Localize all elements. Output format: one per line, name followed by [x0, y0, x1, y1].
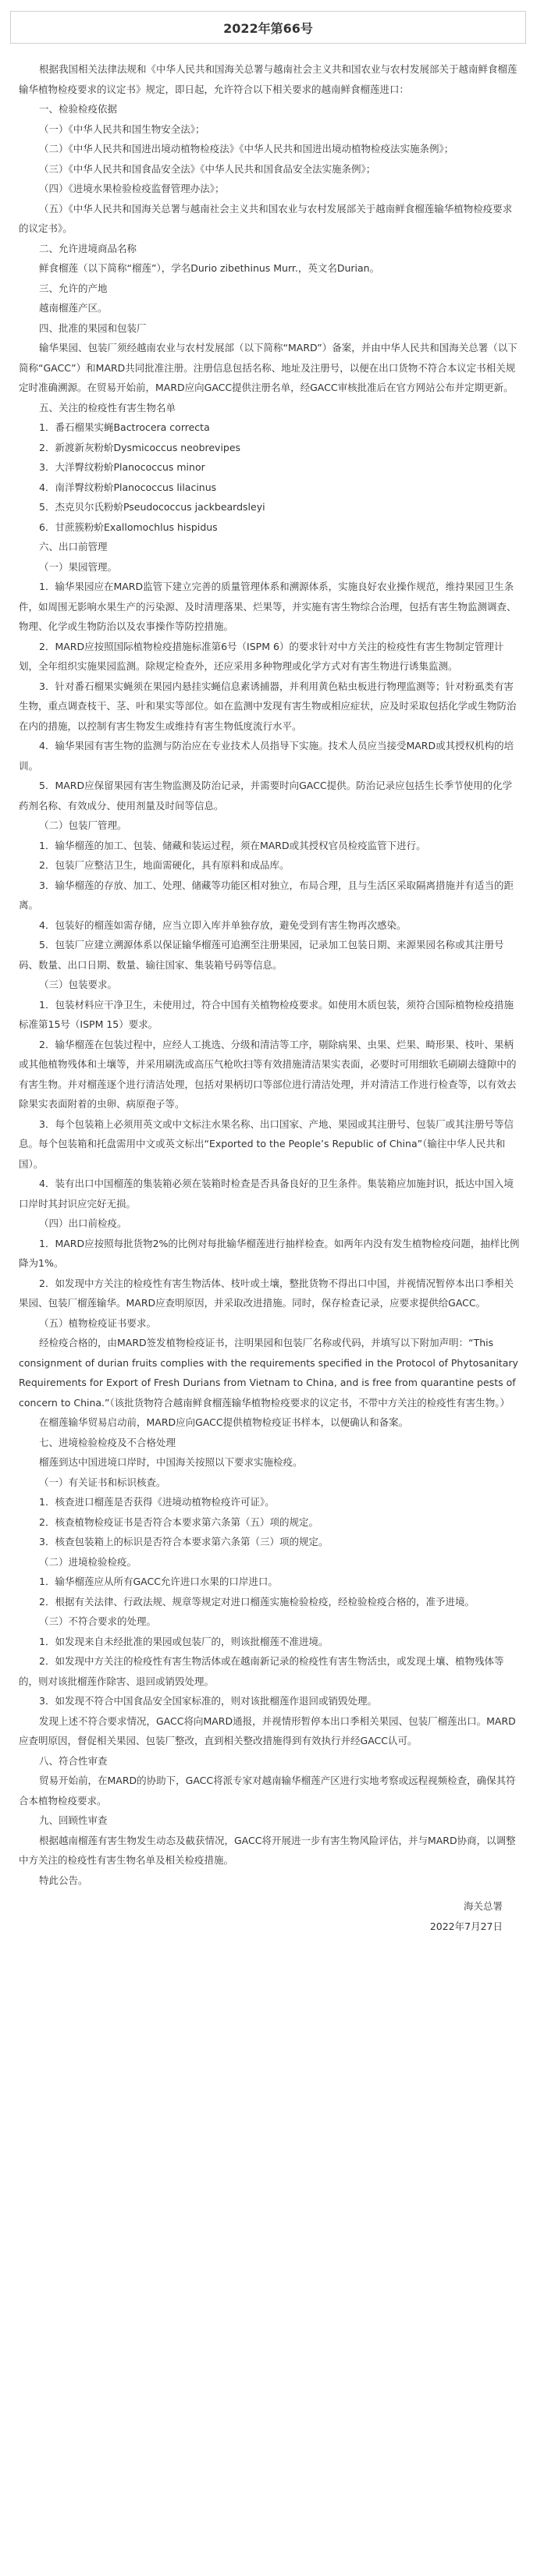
paragraph: 3．输华榴莲的存放、加工、处理、储藏等功能区相对独立，布局合理，且与生活区采取隔离措施并有适当的距离。	[19, 879, 514, 911]
paragraph: （三）包装要求。	[39, 979, 118, 990]
paragraph: （二）《中华人民共和国进出境动植物检疫法》《中华人民共和国进出境动植物检疫法实施条例》；	[39, 143, 454, 155]
paragraph: 4．装有出口中国榴莲的集装箱必须在装箱时检查是否具备良好的卫生条件。集装箱应加施封识，抵达中国入境口岸时其封识应完好无损。	[19, 1178, 514, 1210]
paragraph: （一）果园管理。	[39, 560, 118, 573]
paragraph: 1．包装材料应干净卫生，未使用过，符合中国有关植物检疫要求。如使用木质包装，须符合国际植物检疫措施标准第15号（ISPM 15）要求。	[19, 998, 514, 1030]
paragraph: 六、出口前管理	[39, 541, 108, 553]
paragraph: 1．输华果园应在MARD监管下建立完善的质量管理体系和溯源体系，实施良好农业操作规范，维持果园卫生条件，如周围无影响水果生产的污染源、及时清理落果、烂果等，并实施有害生物综合治理，包括有害生物监测调查、物理、化学或生物防治以及农事操作等防控措施。	[19, 581, 517, 632]
spacer	[19, 1890, 520, 1896]
signature-org: 海关总署	[463, 1900, 503, 1912]
paragraph: 输华果园、包装厂须经越南农业与农村发展部（以下简称“MARD”）备案，并由中华人民共和国海关总署（以下简称“GACC”）和MARD共同批准注册。注册信息包括名称、地址及注册号，以便在出口货物不符合本议定书相关规定时准确溯源。在贸易开始前，MARD应向GACC提供注册名单，经GACC审核批准后在官方网站公布并定期更新。	[19, 342, 517, 393]
paragraph: 五、关注的检疫性有害生物名单	[39, 401, 176, 414]
paragraph: 6．甘蔗簇粉蚧Exallomochlus hispidus	[39, 521, 218, 533]
paragraph: 5．MARD应保留果园有害生物监测及防治记录，并需要时向GACC提供。防治记录应包括生长季节使用的化学药剂名称、有效成分、使用剂量及时间等信息。	[19, 780, 513, 812]
paragraph: 九、回顾性审查	[39, 1814, 108, 1826]
paragraph: 5．包装厂应建立溯源体系以保证输华榴莲可追溯至注册果园，记录加工包装日期、来源果园名称或其注册号码、数量、出口日期、数量、输往国家、集装箱号码等信息。	[19, 939, 504, 971]
paragraph: （一）有关证书和标识核查。	[39, 1476, 166, 1488]
paragraph: 根据我国相关法律法规和《中华人民共和国海关总署与越南社会主义共和国农业与农村发展部关于越南鲜食榴莲输华植物检疫要求的议定书》规定，即日起，允许符合以下相关要求的越南鲜食榴莲进口：	[19, 63, 517, 95]
paragraph: 4．南洋臀纹粉蚧Planococcus lilacinus	[39, 481, 217, 493]
paragraph: 在榴莲输华贸易启动前，MARD应向GACC提供植物检疫证书样本，以便确认和备案。	[39, 1416, 409, 1428]
paragraph: 4．输华果园有害生物的监测与防治应在专业技术人员指导下实施。技术人员应当接受MARD或其授权机构的培训。	[19, 740, 514, 772]
announcement-number: 2022年第66号	[223, 20, 313, 36]
paragraph: 2．包装厂应整洁卫生，地面需硬化，具有原料和成品库。	[39, 859, 290, 871]
paragraph: 1．输华榴莲的加工、包装、储藏和装运过程，须在MARD或其授权官员检疫监管下进行。	[39, 839, 426, 851]
paragraph: 3．核查包装箱上的标识是否符合本要求第六条第（三）项的规定。	[39, 1536, 329, 1547]
paragraph: 1．番石榴果实蝇Bactrocera correcta	[39, 421, 210, 433]
paragraph: 2．如发现中方关注的检疫性有害生物活体或在越南新记录的检疫性有害生物活虫，或发现土壤、植物残体等的，则对该批榴莲作除害、退回或销毁处理。	[19, 1655, 504, 1687]
paragraph: 2．新渡新灰粉蚧Dysmicoccus neobrevipes	[39, 441, 241, 453]
paragraph: 5．杰克贝尔氏粉蚧Pseudococcus jackbeardsleyi	[39, 501, 265, 513]
paragraph: 发现上述不符合要求情况，GACC将向MARD通报，并视情形暂停本出口季相关果园、包装厂榴莲出口。MARD应查明原因，督促相关果园、包装厂整改，直到相关整改措施得到有效执行并经GACC认可。	[19, 1714, 516, 1746]
paragraph: 2．核查植物检疫证书是否符合本要求第六条第（五）项的规定。	[39, 1515, 318, 1528]
paragraph: 二、允许进境商品名称	[39, 242, 137, 254]
paragraph: 2．根据有关法律、行政法规、规章等规定对进口榴莲实施检验检疫，经检验检疫合格的，准予进境。	[39, 1595, 475, 1608]
paragraph: （三）《中华人民共和国食品安全法》《中华人民共和国食品安全法实施条例》；	[39, 162, 376, 175]
announcement-body	[19, 59, 520, 1936]
paragraph: （四）《进境水果检验检疫监督管理办法》；	[39, 183, 225, 194]
paragraph: 4．包装好的榴莲如需存储，应当立即入库并单独存放，避免受到有害生物再次感染。	[39, 918, 407, 931]
paragraph: 鲜食榴莲（以下简称“榴莲”），学名Durio zibethinus Murr.，英文名Durian。	[39, 262, 380, 274]
paragraph: 1．如发现来自未经批准的果园或包装厂的，则该批榴莲不准进境。	[39, 1635, 329, 1647]
paragraph: （三）不符合要求的处理。	[39, 1615, 157, 1627]
paragraph: 2．MARD应按照国际植物检疫措施标准第6号（ISPM 6）的要求针对中方关注的检疫性有害生物制定管理计划，全年组织实施果园监测。除规定检查外，还应采用多种物理或化学方式对有害生物进行诱集监测。	[19, 640, 504, 672]
paragraph: （五）《中华人民共和国海关总署与越南社会主义共和国农业与农村发展部关于越南鲜食榴莲输华植物检疫要求的议定书》。	[19, 202, 513, 234]
paragraph: 3．如发现不符合中国食品安全国家标准的，则对该批榴莲作退回或销毁处理。	[39, 1695, 377, 1707]
paragraph: 根据越南榴莲有害生物发生动态及截获情况，GACC将开展进一步有害生物风险评估，并与MARD协商，以调整中方关注的检疫性有害生物名单及相关检疫措施。	[19, 1834, 516, 1866]
paragraph: 2．如发现中方关注的检疫性有害生物活体、枝叶或土壤，整批货物不得出口中国，并视情况暂停本出口季相关果园、包装厂榴莲输华。MARD应查明原因，并采取改进措施。同时，保存检查记录，应要求提供给GACC。	[19, 1277, 514, 1309]
paragraph: 3．每个包装箱上必须用英文或中文标注水果名称、出口国家、产地、果园或其注册号、包装厂或其注册号等信息。每个包装箱和托盘需用中文或英文标出“Exported to the People’s Republic of China”（输往中华人民共和国）。	[19, 1117, 514, 1170]
paragraph: 七、进境检验检疫及不合格处理	[39, 1436, 176, 1448]
paragraph: 贸易开始前，在MARD的协助下，GACC将派专家对越南输华榴莲产区进行实地考察或远程视频检查，确保其符合本植物检疫要求。	[19, 1775, 516, 1807]
paragraph: 1．输华榴莲应从所有GACC允许进口水果的口岸进口。	[39, 1576, 278, 1587]
paragraph: 1．核查进口榴莲是否获得《进境动植物检疫许可证》。	[39, 1496, 275, 1508]
signature-date: 2022年7月27日	[429, 1920, 503, 1932]
paragraph: 八、符合性审查	[39, 1754, 108, 1767]
paragraph: （二）包装厂管理。	[39, 819, 127, 831]
paragraph: 越南榴莲产区。	[39, 302, 108, 314]
announcement-header	[10, 11, 526, 44]
paragraph: 1．MARD应按照每批货物2%的比例对每批输华榴莲进行抽样检查。如两年内没有发生植物检疫问题，抽样比例降为1%。	[19, 1237, 520, 1269]
paragraph: （一）《中华人民共和国生物安全法》；	[39, 123, 205, 135]
paragraph: （五）植物检疫证书要求。	[39, 1316, 157, 1329]
paragraph: 3．大洋臀纹粉蚧Planococcus minor	[39, 461, 205, 473]
paragraph: （二）进境检验检疫。	[39, 1555, 137, 1568]
paragraph: 三、允许的产地	[39, 282, 108, 294]
paragraph: 四、批准的果园和包装厂	[39, 322, 147, 334]
paragraph: 2．输华榴莲在包装过程中，应经人工挑选、分级和清洁等工序，剔除病果、虫果、烂果、畸形果、枝叶、果柄或其他植物残体和土壤等，并采用刷洗或高压气枪吹扫等有效措施清洁果实表面，必要时可用细软毛刷刷去缝隙中的有害生物。并对榴莲逐个进行清洁处理，包括对果柄切口等部位进行清洁处理，并对清洁工作进行检查等，以有效去除果实表面附着的虫卵、病原孢子等。	[19, 1038, 517, 1110]
paragraph: 一、检验检疫依据	[39, 103, 118, 115]
paragraph: （四）出口前检疫。	[39, 1217, 127, 1229]
paragraph: 经检疫合格的，由MARD签发植物检疫证书，注明果园和包装厂名称或代码，并填写以下附加声明：“This consignment of durian fruits complies with the requirements specified in the Protocol of Phytosanitary Requirements for Export of Fresh Durians from Vietnam to China, and is free from quarantine pests of concern to China.”（该批货物符合越南鲜食榴莲输华植物检疫要求的议定书，不带中方关注的检疫性有害生物。）	[19, 1337, 518, 1409]
paragraph: 特此公告。	[39, 1874, 88, 1886]
paragraph: 榴莲到达中国进境口岸时，中国海关按照以下要求实施检疫。	[39, 1456, 303, 1468]
paragraph: 3．针对番石榴果实蝇须在果园内悬挂实蝇信息素诱捕器，并利用黄色粘虫板进行物理监测等；针对粉虱类有害生物，重点调查枝干、茎、叶和果实等部位。如在监测中发现有害生物或相应症状，应及时采取包括化学或生物防治在内的措施，以控制有害生物发生或维持有害生物低度流行水平。	[19, 680, 517, 732]
